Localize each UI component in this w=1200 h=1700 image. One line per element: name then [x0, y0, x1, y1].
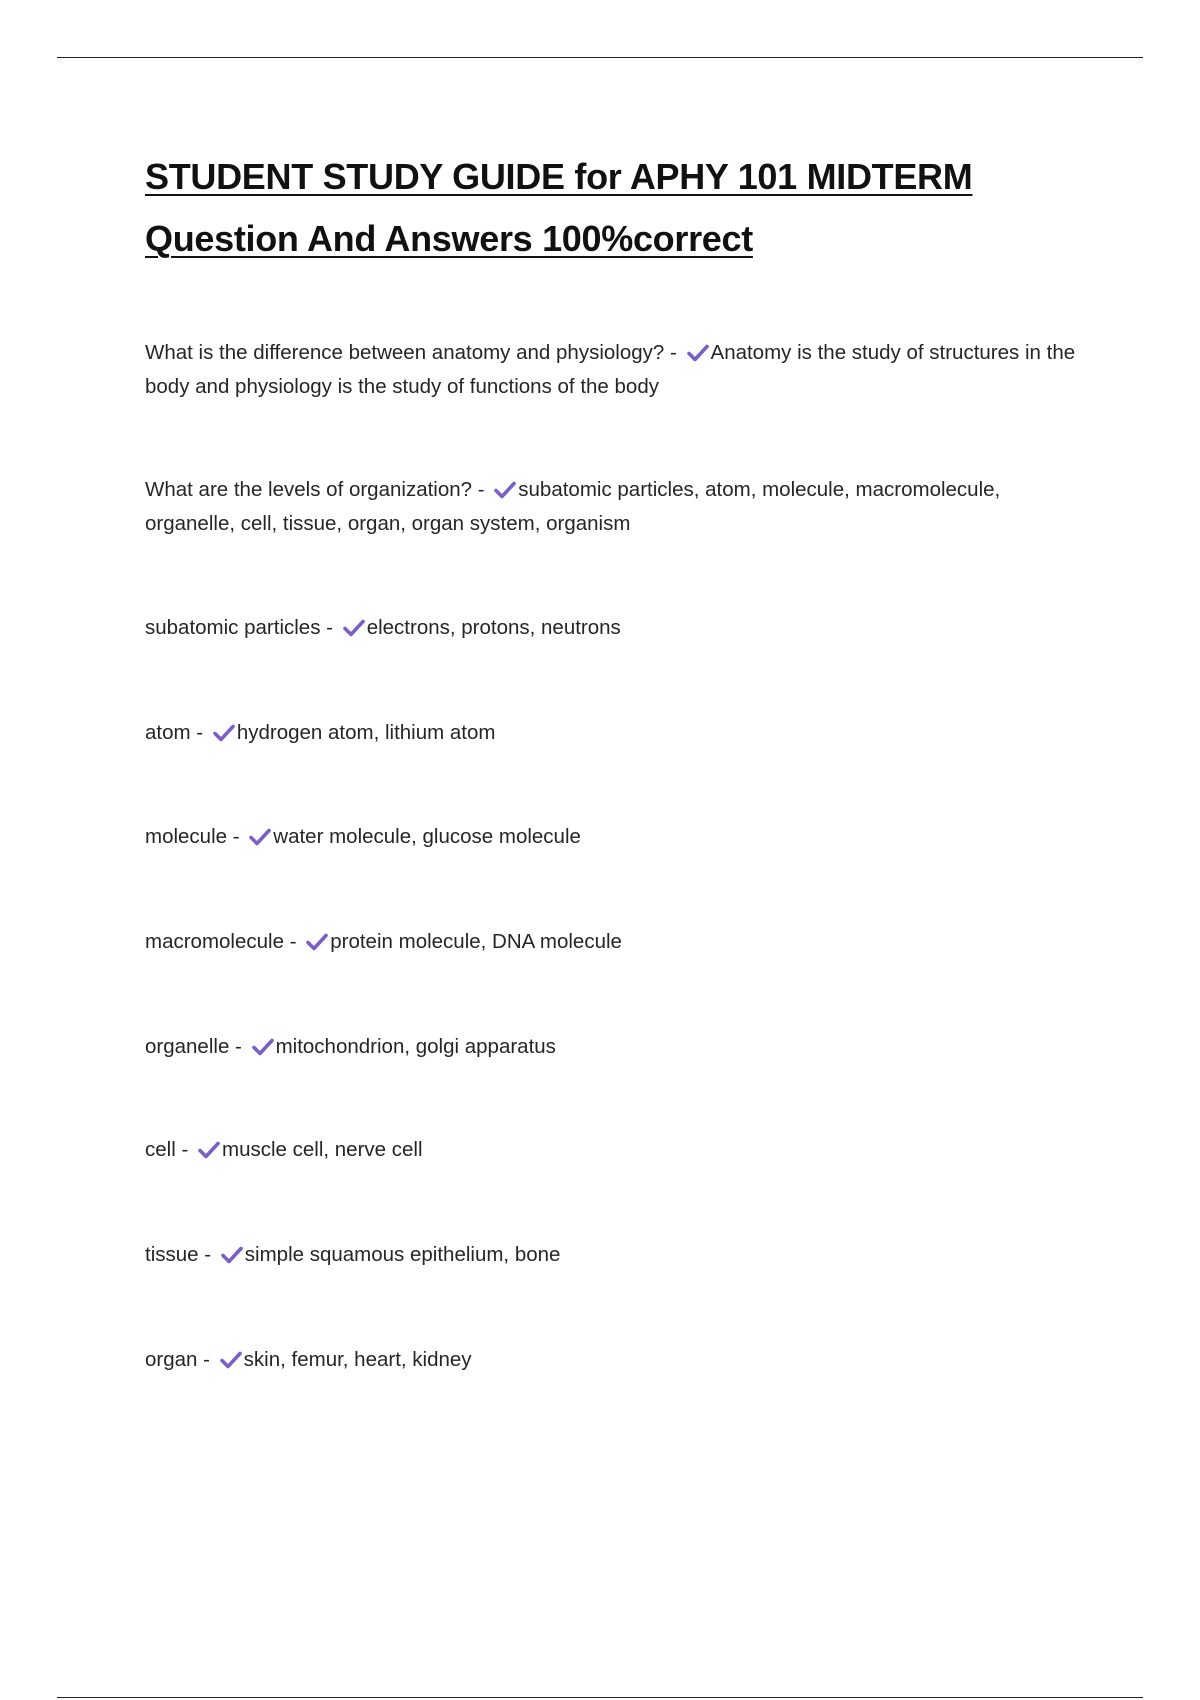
document-body [145, 146, 1085, 1377]
checkmark-icon [249, 828, 271, 846]
checkmark-icon [494, 481, 516, 499]
document-title [145, 146, 1085, 270]
answer-text: water molecule, glucose molecule [273, 825, 581, 848]
qa-item [145, 611, 1085, 645]
answer-text: electrons, protons, neutrons [366, 616, 621, 639]
qa-item [145, 1238, 1085, 1272]
checkmark-icon [198, 1141, 220, 1159]
qa-item [145, 1030, 1085, 1064]
answer-text: simple squamous epithelium, bone [244, 1243, 561, 1266]
checkmark-icon [221, 1246, 243, 1264]
question-text: molecule - [145, 825, 240, 848]
question-text: subatomic particles - [145, 616, 333, 639]
qa-item [145, 820, 1085, 854]
checkmark-icon [252, 1038, 274, 1056]
answer-text: protein molecule, DNA molecule [330, 930, 622, 953]
answer-text: mitochondrion, golgi apparatus [275, 1035, 556, 1058]
question-text: organelle - [145, 1035, 242, 1058]
checkmark-icon [306, 933, 328, 951]
question-text: tissue - [145, 1243, 212, 1266]
answer-text: muscle cell, nerve cell [222, 1138, 423, 1161]
checkmark-icon [220, 1351, 242, 1369]
title-line-1: STUDENT STUDY GUIDE for APHY 101 MIDTERM [145, 156, 973, 197]
answer-text: Anatomy is the study of structures in the body and physiology is the study of functions of the body [145, 341, 1076, 398]
question-text: atom - [145, 721, 204, 744]
qa-item [145, 1343, 1085, 1377]
qa-item [145, 925, 1085, 959]
qa-item [145, 473, 1085, 541]
question-text: cell - [145, 1138, 189, 1161]
title-line-2: Question And Answers 100%correct [145, 218, 753, 259]
qa-item [145, 336, 1085, 404]
qa-item [145, 1133, 1085, 1167]
bottom-rule [57, 1697, 1143, 1698]
checkmark-icon [343, 619, 365, 637]
question-text: What is the difference between anatomy and physiology? - [145, 341, 677, 364]
qa-item [145, 716, 1085, 750]
question-text: macromolecule - [145, 930, 297, 953]
answer-text: hydrogen atom, lithium atom [236, 721, 496, 744]
question-text: organ - [145, 1348, 210, 1371]
question-text: What are the levels of organization? - [145, 478, 485, 501]
answer-text: subatomic particles, atom, molecule, macromolecule, organelle, cell, tissue, organ, organ system, organism [145, 478, 1001, 535]
top-rule [57, 57, 1143, 58]
qa-list [145, 336, 1085, 1377]
answer-text: skin, femur, heart, kidney [243, 1348, 472, 1371]
checkmark-icon [687, 344, 709, 362]
checkmark-icon [213, 724, 235, 742]
